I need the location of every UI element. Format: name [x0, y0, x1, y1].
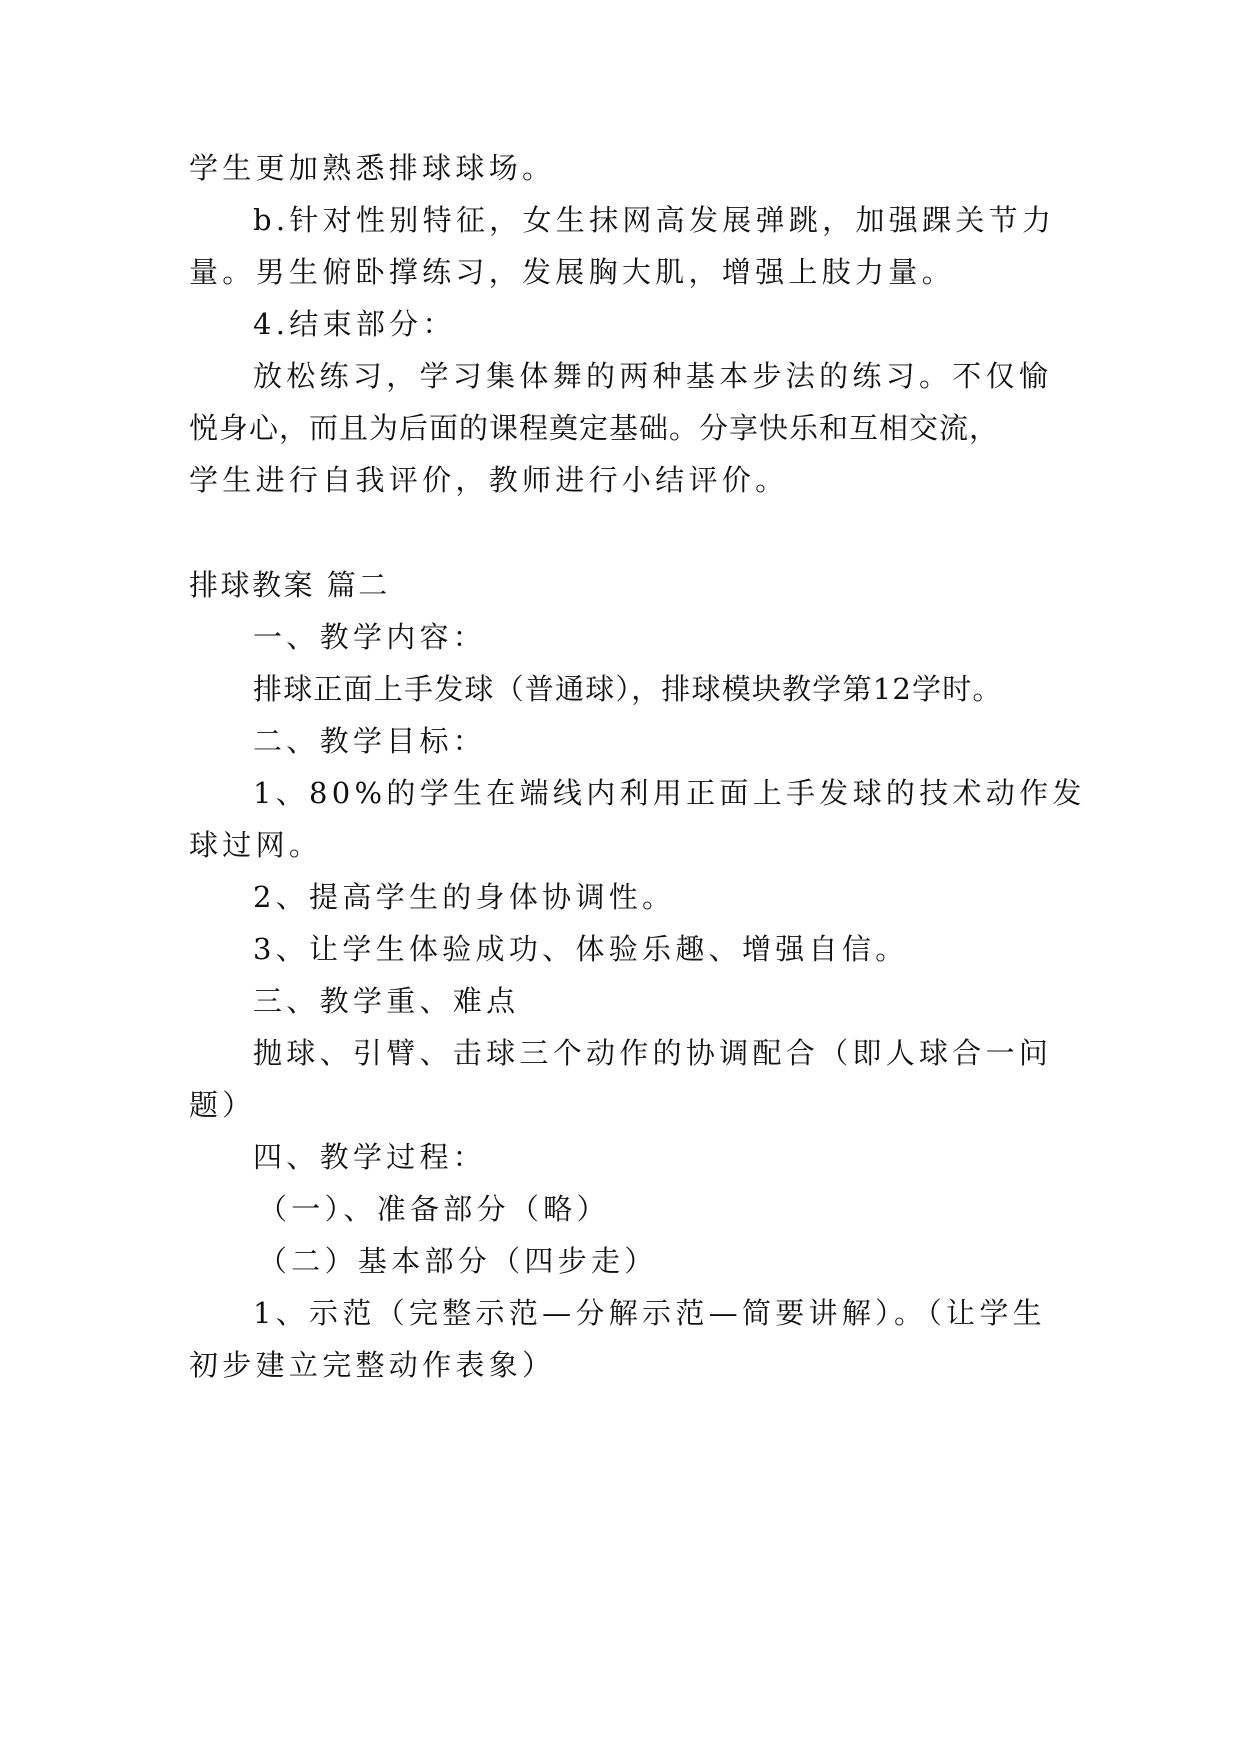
- section-heading: 三、教学重、难点: [253, 984, 520, 1018]
- document-title: 排球教案 篇二: [189, 568, 390, 602]
- paragraph-line: 排球正面上手发球（普通球），排球模块教学第12学时。: [253, 672, 1003, 706]
- paragraph-line: 悦身心，而且为后面的课程奠定基础。分享快乐和互相交流，: [189, 411, 1000, 445]
- section-heading: 二、教学目标：: [253, 724, 487, 758]
- section-heading: 一、教学内容：: [253, 620, 487, 654]
- list-item: 3、让学生体验成功、体验乐趣、增强自信。: [253, 932, 909, 966]
- list-item: 1、示范（完整示范—分解示范—简要讲解）。（让学生: [253, 1296, 1046, 1330]
- paragraph-line: 初步建立完整动作表象）: [189, 1348, 556, 1382]
- paragraph-line: 学生进行自我评价，教师进行小结评价。: [189, 463, 789, 497]
- subsection-heading: （二）基本部分（四步走）: [258, 1244, 658, 1278]
- subsection-heading: （一）、准备部分（略）: [258, 1192, 610, 1226]
- section-heading: 四、教学过程：: [253, 1140, 487, 1174]
- list-item: 1、80%的学生在端线内利用正面上手发球的技术动作发: [253, 776, 1086, 810]
- paragraph-line: 题）: [189, 1088, 256, 1122]
- paragraph-line: 抛球、引臂、击球三个动作的协调配合（即人球合一问: [253, 1036, 1053, 1070]
- list-item: 2、提高学生的身体协调性。: [253, 880, 676, 914]
- paragraph-line: b.针对性别特征，女生抹网高发展弹跳，加强踝关节力: [253, 203, 1056, 237]
- section-heading: 4.结束部分：: [253, 307, 456, 341]
- paragraph-line: 球过网。: [189, 828, 323, 862]
- paragraph-line: 量。男生俯卧撑练习，发展胸大肌，增强上肢力量。: [189, 255, 955, 289]
- paragraph-line: 学生更加熟悉排球球场。: [189, 151, 556, 185]
- paragraph-line: 放松练习，学习集体舞的两种基本步法的练习。不仅愉: [253, 359, 1053, 393]
